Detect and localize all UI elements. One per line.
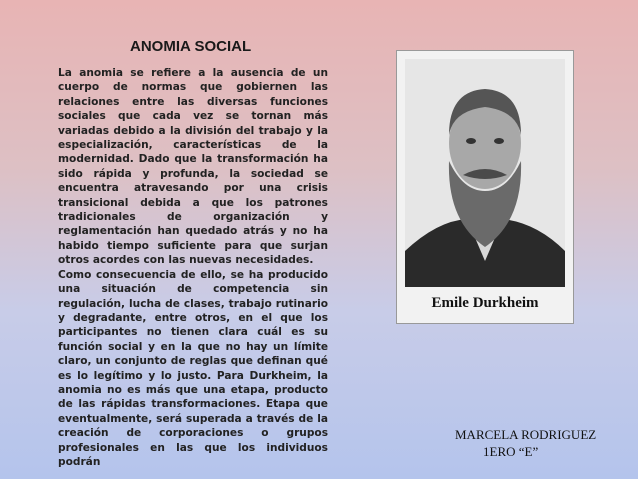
author-grade: 1ERO “E” [483, 444, 539, 459]
paragraph-1: La anomia se refiere a la ausencia de un cuerpo de normas que gobiernen las relaciones entre las diversas funciones sociales que cada vez se tornan más variadas debido a la división del trabajo y la especialización, características de la modernidad. Dado que la transformación ha sido rápida y profunda, la sociedad se encuentra atravesando por una crisis transicional debida a que los patrones tradicionales de organización y reglamentación han quedado atrás y no ha habido tiempo suficiente para que surjan otros acordes con las nuevas necesidades. [58, 67, 328, 267]
paragraph-2: Como consecuencia de ello, se ha producido una situación de competencia sin regulación, lucha de clases, trabajo rutinario y degradante, entre otros, en el que los participantes no tienen clara cuál es su función social y en la que no hay un límite claro, un conjunto de reglas que definan qué es lo legítimo y lo justo. Para Durkheim, la anomia no es más que una etapa, producto de las rápidas transformaciones. Etapa que eventualmente, será superada a través de la creación de corporaciones o grupos profesionales en las que los individuos podrán [58, 268, 328, 468]
durkheim-portrait [396, 50, 574, 324]
author-block [455, 426, 596, 460]
photo-caption: Emile Durkheim [431, 295, 539, 311]
article-body [58, 66, 328, 479]
page-title: ANOMIA SOCIAL [130, 38, 252, 55]
portrait-image [397, 51, 573, 323]
author-name: MARCELA RODRIGUEZ [455, 427, 597, 442]
